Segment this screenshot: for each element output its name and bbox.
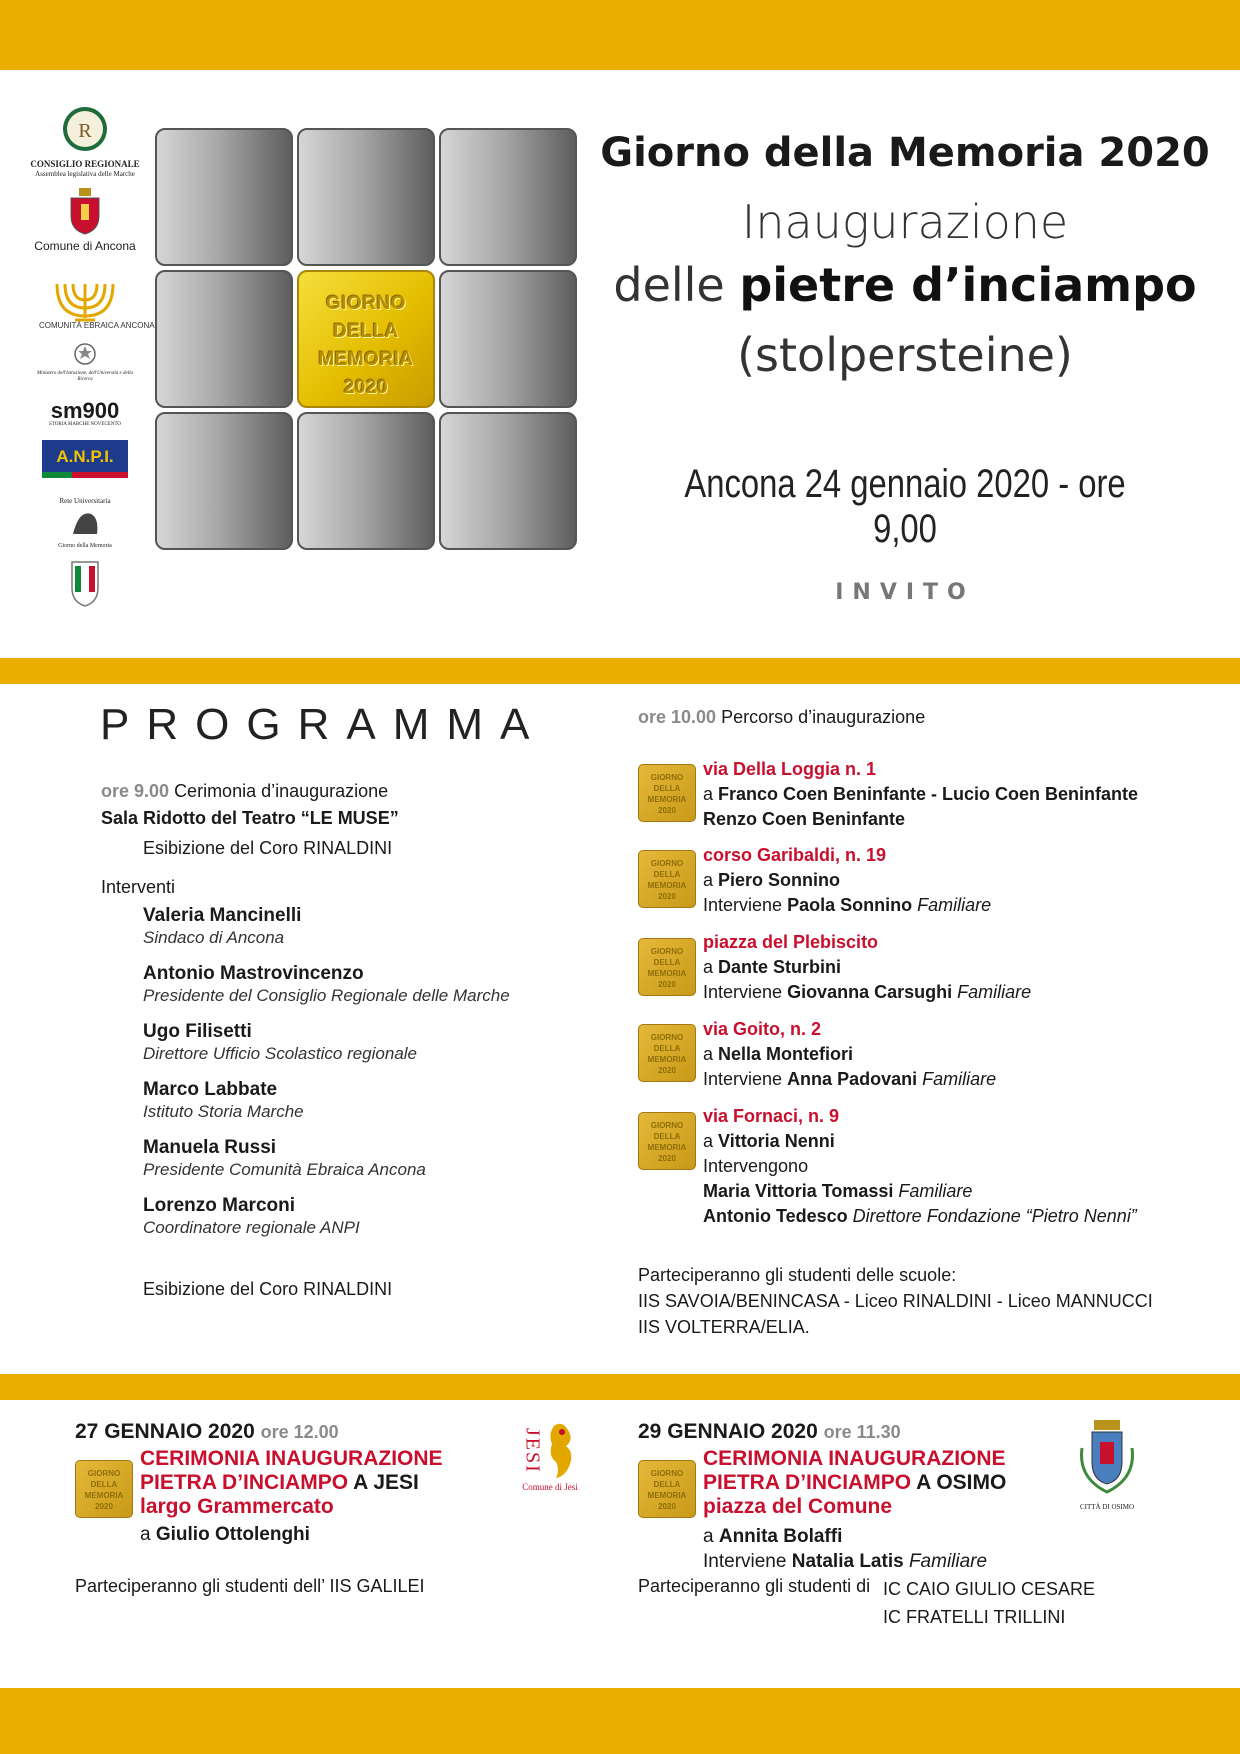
stop-a: a [703, 1044, 719, 1064]
mini-stone-line: DELLA [90, 1480, 118, 1489]
stop-a: a [703, 1131, 719, 1151]
rete-universitaria-logo [30, 496, 140, 551]
stop-a: a [703, 870, 719, 890]
coro-1: Esibizione del Coro RINALDINI [143, 838, 393, 858]
mini-stone-line: GIORNO [650, 1469, 684, 1478]
speaker [143, 963, 510, 1007]
comunita-ebraica-logo [30, 274, 155, 335]
osimo-school: IC CAIO GIULIO CESARE [883, 1579, 1096, 1599]
stone-line: 2020 [343, 377, 389, 398]
stone [297, 128, 435, 266]
programma-place: Sala Ridotto del Teatro “LE MUSE” [101, 808, 399, 828]
rete-label: Rete Universitaria [59, 497, 111, 505]
programma-time: ore 9.00 [101, 781, 170, 801]
osimo-line3: piazza del Comune [703, 1495, 893, 1518]
stop [703, 1104, 1137, 1229]
mini-stone-line: GIORNO [650, 1121, 684, 1130]
programma-event: Cerimonia d’inaugurazione [174, 781, 389, 801]
coro-2: Esibizione del Coro RINALDINI [143, 1279, 393, 1299]
mini-stone-line: MEMORIA [647, 969, 687, 978]
programma-title: PROGRAMMA [100, 700, 547, 749]
osimo-person-block [703, 1524, 987, 1574]
osimo-interv-role: Familiare [903, 1551, 988, 1572]
middle-band [0, 658, 1240, 684]
speaker-name: Ugo Filisetti [143, 1021, 252, 1042]
speaker-role: Istituto Storia Marche [143, 1102, 304, 1121]
mini-stone-line: 2020 [658, 892, 676, 901]
stop-address: via Goito, n. 2 [703, 1019, 822, 1039]
speaker-role: Presidente Comunità Ebraica Ancona [143, 1160, 426, 1179]
stone-line: MEMORIA [318, 349, 414, 370]
jesi-person [140, 1524, 310, 1546]
stop-interv-name: Anna Padovani [787, 1069, 918, 1089]
stone [155, 270, 293, 408]
mini-stone-line: GIORNO [650, 947, 684, 956]
mini-stone-icon [638, 1112, 696, 1170]
stop-interv-name: Giovanna Carsughi [787, 982, 953, 1002]
subtitle-pre: delle [613, 258, 740, 312]
mini-stone-icon [638, 938, 696, 996]
speaker-name: Manuela Russi [143, 1137, 277, 1158]
stop-address: corso Garibaldi, n. 19 [703, 845, 887, 865]
mini-stone-line: MEMORIA [647, 881, 687, 890]
mini-stone-line: GIORNO [650, 773, 684, 782]
mini-stone-line: GIORNO [650, 1033, 684, 1042]
sm900-sub: STORIA MARCHE NOVECENTO [48, 422, 122, 427]
mini-stone-icon [638, 764, 696, 822]
stop-interv-role: Familiare [917, 1069, 997, 1089]
speaker [143, 905, 301, 949]
percorso-time: ore 10.00 [638, 707, 717, 727]
speaker [143, 1079, 304, 1123]
students-block [638, 1262, 1153, 1340]
anpi-label: A.N.P.I. [56, 447, 114, 466]
osimo-line2b: A OSIMO [911, 1471, 1007, 1494]
jesi-date-text: 27 GENNAIO 2020 [75, 1420, 261, 1443]
osimo-person-name: Annita Bolaffi [718, 1526, 843, 1547]
speaker-role: Coordinatore regionale ANPI [143, 1218, 360, 1237]
mini-stone-icon [638, 1024, 696, 1082]
osimo-ceremony [703, 1447, 1006, 1519]
stop-interv: Interviene [703, 982, 788, 1002]
jesi-logo-sub: Comune di Jesi [522, 1482, 578, 1492]
stop-interv: Intervengono [703, 1156, 809, 1176]
consiglio-title: CONSIGLIO REGIONALE [30, 159, 140, 169]
mini-stone-icon [638, 1460, 696, 1518]
students-line: IIS VOLTERRA/ELIA. [638, 1317, 810, 1337]
mini-stone-icon [75, 1460, 133, 1518]
rete-sub: Giorno della Memoria [58, 543, 112, 549]
stone [155, 128, 293, 266]
jesi-time: ore 12.00 [260, 1422, 339, 1442]
consiglio-sub: Assemblea legislativa delle Marche [35, 170, 135, 178]
anpi-logo [30, 440, 140, 478]
stone [297, 412, 435, 550]
osimo-crest-icon [1076, 1418, 1138, 1498]
programma-time-line [101, 780, 388, 802]
gold-stone [297, 270, 435, 408]
students-line: Parteciperanno gli studenti delle scuole: [638, 1265, 957, 1285]
jesi-person-name: Giulio Ottolenghi [155, 1524, 310, 1545]
svg-text:COMUNITÀ EBRAICA ANCONA: COMUNITÀ EBRAICA ANCONA [39, 321, 155, 330]
jesi-line2b: A JESI [348, 1471, 419, 1494]
osimo-logo [1072, 1418, 1142, 1511]
event-subtitle-2 [600, 258, 1210, 312]
mini-stone-line: GIORNO [87, 1469, 121, 1478]
stop-interv-role: Familiare [952, 982, 1032, 1002]
speaker [143, 1137, 426, 1181]
stop-person: Piero Sonnino [718, 870, 841, 890]
jesi-a: a [140, 1524, 156, 1545]
mini-stone-line: 2020 [658, 1502, 676, 1511]
osimo-line1: CERIMONIA INAUGURAZIONE [703, 1447, 1006, 1470]
speaker-name: Lorenzo Marconi [143, 1195, 296, 1216]
stone [439, 412, 577, 550]
percorso-header [638, 706, 925, 728]
osimo-date [638, 1421, 901, 1443]
sm900-logo [30, 400, 140, 428]
speaker [143, 1195, 360, 1239]
comune-ancona-logo [30, 188, 140, 251]
osimo-students: Parteciperanno gli studenti di [638, 1576, 871, 1596]
emblem-icon [74, 342, 96, 366]
stop [703, 843, 991, 918]
jesi-date [75, 1421, 339, 1443]
mini-stone-line: MEMORIA [647, 795, 687, 804]
jesi-line3: largo Grammercato [140, 1495, 334, 1518]
ministero-label: Ministero dell'Istruzione, dell'Università e della Ricerca [37, 371, 133, 382]
coat-of-arms-icon [65, 188, 105, 236]
mini-stone-line: 2020 [658, 1154, 676, 1163]
speaker-name: Valeria Mancinelli [143, 905, 302, 926]
event-subtitle: Inaugurazione [741, 195, 1069, 249]
stone [439, 128, 577, 266]
ministero-logo [30, 342, 140, 383]
stop-a: a [703, 957, 719, 977]
stop [703, 757, 1138, 832]
mini-stone-line: 2020 [658, 806, 676, 815]
sm900-label: sm900 [50, 398, 120, 423]
interventi-label: Interventi [101, 877, 176, 897]
mini-stone-line: 2020 [658, 1066, 676, 1075]
stop-person: Franco Coen Beninfante - Lucio Coen Beninfante [718, 784, 1139, 804]
stop-person: Dante Sturbini [718, 957, 842, 977]
stop-address: via Fornaci, n. 9 [703, 1106, 840, 1126]
stop-interv-role: Familiare [893, 1181, 973, 1201]
ancona-label: Comune di Ancona [34, 239, 136, 253]
stop-interv-role: Familiare [912, 895, 992, 915]
stop-interv-name: Paola Sonnino [787, 895, 913, 915]
students-line: IIS SAVOIA/BENINCASA - Liceo RINALDINI - Liceo MANNUCCI [638, 1291, 1153, 1311]
menorah-icon [35, 274, 155, 330]
stop-person: Nella Montefiori [718, 1044, 854, 1064]
mini-stone-line: MEMORIA [647, 1055, 687, 1064]
jesi-students: Parteciperanno gli studenti dell’ IIS GALILEI [75, 1576, 425, 1596]
osimo-schools [883, 1575, 1095, 1631]
stop [703, 930, 1031, 1005]
istituto-logo [30, 560, 140, 613]
osimo-school: IC FRATELLI TRILLINI [883, 1607, 1066, 1627]
jesi-logo-text: JESI [521, 1428, 544, 1474]
stop-interv: Interviene [703, 1069, 788, 1089]
stone [439, 270, 577, 408]
event-subtitle-3: (stolpersteine) [737, 328, 1073, 382]
lion-icon [544, 1420, 580, 1482]
stop-address: via Della Loggia n. 1 [703, 759, 877, 779]
mini-stone-line: DELLA [653, 958, 681, 967]
percorso-label: Percorso d’inaugurazione [721, 707, 926, 727]
speaker-name: Marco Labbate [143, 1079, 278, 1100]
event-date: Ancona 24 gennaio 2020 - ore 9,00 [684, 462, 1126, 551]
mini-stone-icon [638, 850, 696, 908]
consiglio-regionale-logo [30, 104, 140, 179]
invito-label: INVITO [835, 580, 975, 605]
speaker-role: Presidente del Consiglio Regionale delle Marche [143, 986, 510, 1005]
crest-icon [61, 104, 109, 154]
svg-text:R: R [78, 120, 92, 142]
top-band [0, 0, 1240, 70]
jesi-ceremony [140, 1447, 443, 1519]
speaker-role: Sindaco di Ancona [143, 928, 285, 947]
mini-stone-line: GIORNO [650, 859, 684, 868]
stone-line: DELLA [333, 321, 399, 342]
mini-stone-line: DELLA [653, 870, 681, 879]
lower-band [0, 1374, 1240, 1400]
speaker-role: Direttore Ufficio Scolastico regionale [143, 1044, 418, 1063]
mini-stone-line: DELLA [653, 784, 681, 793]
stop-person-extra: Renzo Coen Beninfante [703, 809, 906, 829]
speaker-name: Antonio Mastrovincenzo [143, 963, 364, 984]
subtitle-bold: pietre d’inciampo [739, 258, 1197, 312]
osimo-line2: PIETRA D’INCIAMPO [703, 1471, 912, 1494]
stop-person: Vittoria Nenni [718, 1131, 835, 1151]
mini-stone-line: 2020 [658, 980, 676, 989]
stop-interv-name: Maria Vittoria Tomassi [703, 1181, 894, 1201]
bottom-band [0, 1688, 1240, 1754]
mini-stone-line: MEMORIA [84, 1491, 124, 1500]
stop-interv: Interviene [703, 895, 788, 915]
mini-stone-line: MEMORIA [647, 1143, 687, 1152]
anpi-flag [42, 440, 128, 478]
stop-address: piazza del Plebiscito [703, 932, 879, 952]
stone [155, 412, 293, 550]
jesi-line1: CERIMONIA INAUGURAZIONE [140, 1447, 443, 1470]
stones-grid [155, 128, 581, 554]
mini-stone-line: DELLA [653, 1044, 681, 1053]
gold-stone-text [299, 290, 433, 402]
stop-a: a [703, 784, 719, 804]
osimo-logo-sub: CITTÀ DI OSIMO [1079, 1503, 1135, 1511]
osimo-interv-name: Natalia Latis [791, 1551, 904, 1572]
mini-stone-line: DELLA [653, 1132, 681, 1141]
figure-icon [65, 506, 105, 536]
event-title: Giorno della Memoria 2020 [600, 130, 1210, 176]
speaker [143, 1021, 417, 1065]
stop-interv-role: Direttore Fondazione “Pietro Nenni” [847, 1206, 1137, 1226]
stone-line: GIORNO [325, 293, 407, 314]
shield-icon [70, 560, 100, 608]
mini-stone-line: 2020 [95, 1502, 113, 1511]
jesi-line2: PIETRA D’INCIAMPO [140, 1471, 349, 1494]
mini-stone-line: DELLA [653, 1480, 681, 1489]
osimo-a: a [703, 1526, 719, 1547]
jesi-logo [515, 1420, 585, 1492]
osimo-date-text: 29 GENNAIO 2020 [638, 1420, 824, 1443]
osimo-time: ore 11.30 [823, 1422, 901, 1442]
osimo-interv: Interviene [703, 1551, 792, 1572]
mini-stone-line: MEMORIA [647, 1491, 687, 1500]
stop [703, 1017, 996, 1092]
stop-interv-name: Antonio Tedesco [703, 1206, 848, 1226]
